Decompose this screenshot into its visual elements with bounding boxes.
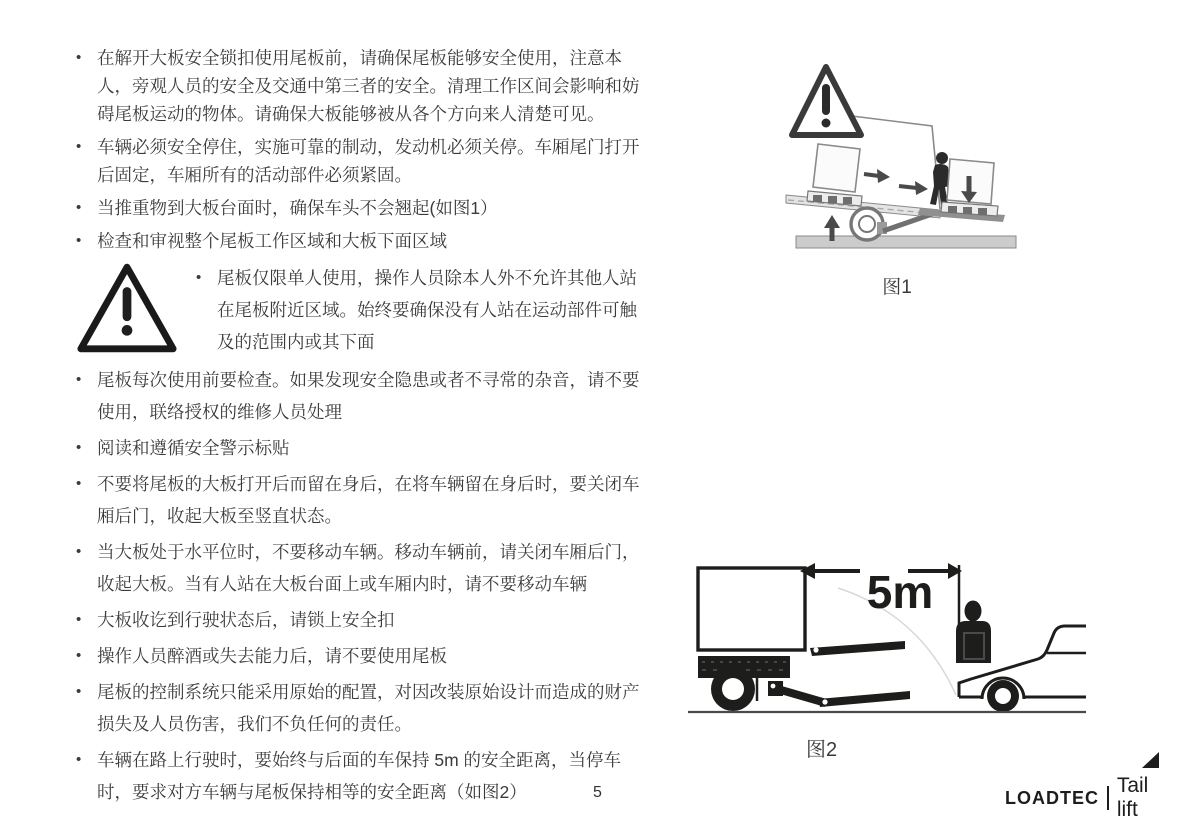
safety-bullet-item [76, 227, 644, 255]
safety-bullet-item [76, 468, 644, 532]
safety-instructions-column [76, 44, 644, 812]
bullet-text: 大板收讫到行驶状态后，请锁上安全扣 [97, 610, 395, 630]
bullet-marker: • [76, 647, 82, 664]
distance-label: 5m [866, 566, 934, 618]
figure1 [772, 55, 1022, 299]
safety-bullet-item [76, 604, 644, 636]
bullet-marker: • [76, 138, 82, 155]
safety-bullet-item [76, 44, 644, 128]
logo-divider [1107, 786, 1109, 810]
logo-row [1005, 774, 1170, 822]
warning-triangle-icon [792, 67, 861, 135]
figure1-caption: 图1 [882, 277, 912, 298]
safety-bullet-item [76, 536, 644, 600]
safety-bullet-item [76, 676, 644, 740]
figure2-caption: 图2 [806, 739, 838, 761]
page-number: 5 [593, 784, 602, 801]
bullet-marker: • [76, 232, 82, 249]
bullet-text: 检查和审视整个尾板工作区域和大板下面区域 [97, 231, 447, 251]
warning-note [196, 260, 644, 358]
bullet-text: 当大板处于水平位时，不要移动车辆。移动车辆前，请关闭车厢后门，收起大板。当有人站在大板台面上或车厢内时，请不要移动车辆 [97, 542, 640, 594]
bullet-text: 操作人员醉酒或失去能力后，请不要使用尾板 [97, 646, 447, 666]
bullet-marker: • [76, 751, 82, 768]
bullet-marker: • [76, 543, 82, 560]
bullet-marker: • [76, 475, 82, 492]
person-silhouette [956, 601, 991, 664]
warning-triangle-icon [76, 260, 178, 356]
bullet-text: 车辆必须安全停住，实施可靠的制动，发动机必须关停。车厢尾门打开后固定，车厢所有的活动部件必须紧固。 [97, 137, 640, 185]
logo-triangle-icon [1142, 752, 1159, 768]
bullet-marker: • [76, 199, 82, 216]
bullet-text: 当推重物到大板台面时，确保车头不会翘起(如图1） [97, 198, 498, 218]
safety-bullets-top [76, 44, 644, 255]
cargo-box-on-platform [941, 159, 998, 216]
safety-bullet-item [76, 744, 644, 808]
bullet-marker: • [76, 683, 82, 700]
bullet-marker: • [196, 269, 202, 286]
safety-bullet-item [76, 364, 644, 428]
bullet-text: 不要将尾板的大板打开后而留在身后，在将车辆留在身后时，要关闭车厢后门，收起大板至竖直状态。 [97, 474, 640, 526]
bullet-marker: • [76, 611, 82, 628]
figure2-safe-distance-illustration [688, 553, 1086, 718]
bullet-marker: • [76, 439, 82, 456]
figure2 [688, 553, 1086, 762]
bullet-text: 尾板每次使用前要检查。如果发现安全隐患或者不寻常的杂音，请不要使用，联络授权的维修人员处理 [97, 370, 640, 422]
figure1-truck-tipping-illustration [772, 55, 1022, 265]
safety-bullet-item [76, 133, 644, 189]
brand-logo [1005, 748, 1170, 821]
bullet-text: 阅读和遵循安全警示标贴 [97, 438, 290, 458]
product-name: Tail lift [1116, 774, 1149, 821]
bullet-text: 车辆在路上行驶时，要始终与后面的车保持 5m 的安全距离，当停车时，要求对方车辆与尾板保持相等的安全距离（如图2） [97, 750, 622, 802]
bullet-text: 在解开大板安全锁扣使用尾板前，请确保尾板能够安全使用，注意本人，旁观人员的安全及交通中第三者的安全。清理工作区间会影响和妨碍尾板运动的物体。请确保大板能够被从各个方向来人清楚可见。 [97, 48, 640, 124]
safety-bullets-bottom [76, 364, 644, 808]
bullet-marker: • [76, 49, 82, 66]
safety-bullet-item [76, 640, 644, 672]
brand-name: LOADTEC [1005, 787, 1099, 808]
bullet-marker: • [76, 371, 82, 388]
warning-note-block [76, 260, 644, 358]
warning-note-text: 尾板仅限单人使用，操作人员除本人外不允许其他人站在尾板附近区域。始终要确保没有人站在运动部件可触及的范围内或其下面 [217, 268, 637, 352]
bullet-text: 尾板的控制系统只能采用原始的配置，对因改装原始设计而造成的财产损失及人员伤害，我们不负任何的责任。 [97, 682, 640, 734]
safety-bullet-item [76, 194, 644, 222]
safety-bullet-item [76, 432, 644, 464]
cargo-box-on-bed [807, 144, 862, 206]
ground-bar [796, 236, 1016, 248]
